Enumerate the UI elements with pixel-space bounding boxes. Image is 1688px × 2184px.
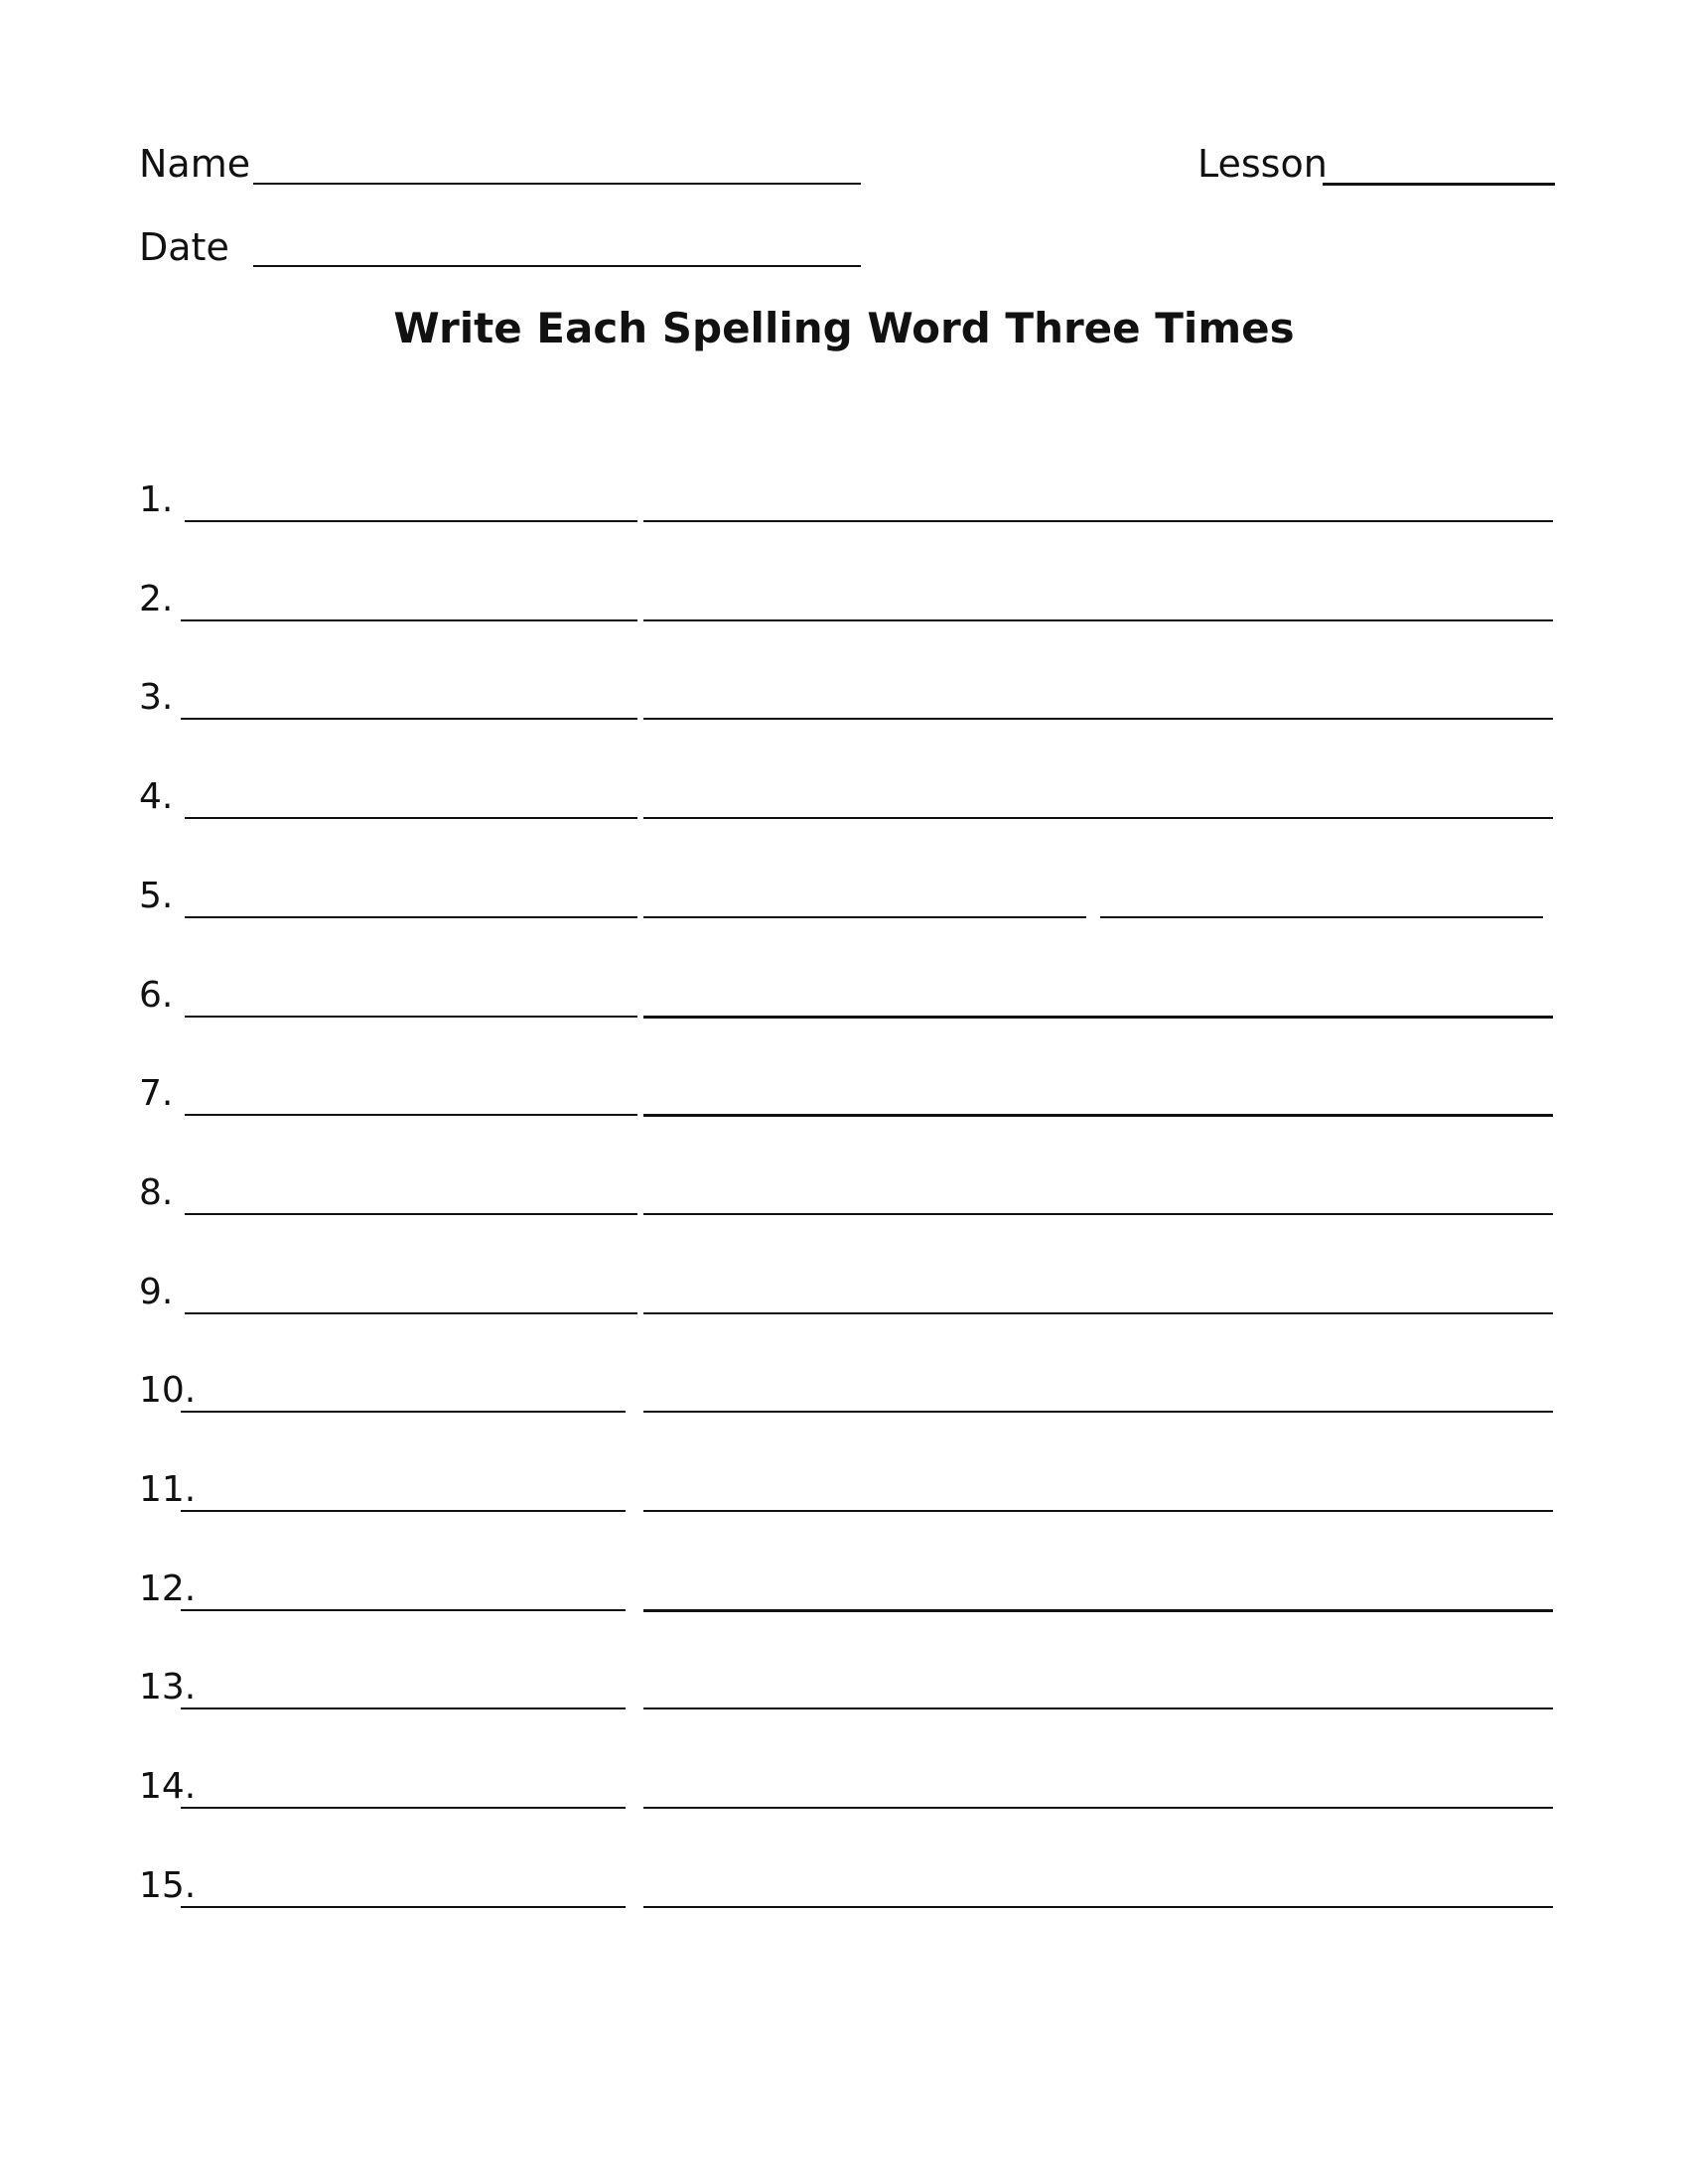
row-number: 9.: [139, 1272, 174, 1312]
practice-line[interactable]: [643, 1609, 1553, 1612]
page-title: Write Each Spelling Word Three Times: [393, 304, 1295, 352]
word-line[interactable]: [185, 1016, 637, 1018]
word-line[interactable]: [181, 1906, 626, 1908]
word-line[interactable]: [185, 916, 637, 918]
word-line[interactable]: [185, 1213, 637, 1215]
row-number: 6.: [139, 975, 174, 1016]
word-line[interactable]: [181, 1510, 626, 1512]
practice-line[interactable]: [643, 1707, 1553, 1709]
row-number: 12.: [139, 1569, 197, 1609]
practice-line[interactable]: [643, 1114, 1553, 1117]
date-label: Date: [139, 225, 229, 269]
practice-line[interactable]: [643, 817, 1553, 819]
row-number: 15.: [139, 1865, 197, 1906]
row-number: 7.: [139, 1073, 174, 1114]
row-number: 13.: [139, 1667, 197, 1707]
word-line[interactable]: [181, 1707, 626, 1709]
word-line[interactable]: [181, 619, 637, 621]
practice-line[interactable]: [643, 1807, 1553, 1809]
row-number: 1.: [139, 479, 174, 520]
practice-line[interactable]: [1100, 916, 1543, 918]
practice-line[interactable]: [643, 1016, 1553, 1019]
name-label: Name: [139, 142, 251, 186]
word-line[interactable]: [185, 1114, 637, 1116]
word-line[interactable]: [185, 1312, 637, 1314]
practice-line[interactable]: [643, 619, 1553, 621]
name-field-line[interactable]: [253, 183, 861, 185]
row-number: 14.: [139, 1766, 197, 1807]
practice-line[interactable]: [643, 1213, 1553, 1215]
word-line[interactable]: [181, 1411, 626, 1413]
date-field-line[interactable]: [253, 265, 861, 267]
practice-line[interactable]: [643, 1510, 1553, 1512]
word-line[interactable]: [185, 817, 637, 819]
practice-line[interactable]: [643, 1312, 1553, 1314]
lesson-label: Lesson: [1197, 142, 1328, 186]
practice-line[interactable]: [643, 520, 1553, 522]
lesson-field-line[interactable]: [1323, 183, 1555, 186]
word-line[interactable]: [181, 1609, 626, 1611]
row-number: 8.: [139, 1172, 174, 1213]
word-line[interactable]: [181, 1807, 626, 1809]
row-number: 2.: [139, 579, 174, 619]
word-line[interactable]: [185, 520, 637, 522]
row-number: 10.: [139, 1370, 197, 1411]
row-number: 3.: [139, 677, 174, 718]
practice-line[interactable]: [643, 1906, 1553, 1908]
practice-line[interactable]: [643, 1411, 1553, 1413]
practice-line[interactable]: [643, 916, 1086, 918]
row-number: 5.: [139, 876, 174, 916]
word-line[interactable]: [181, 718, 637, 720]
row-number: 11.: [139, 1469, 197, 1510]
practice-line[interactable]: [643, 718, 1553, 720]
row-number: 4.: [139, 776, 174, 817]
